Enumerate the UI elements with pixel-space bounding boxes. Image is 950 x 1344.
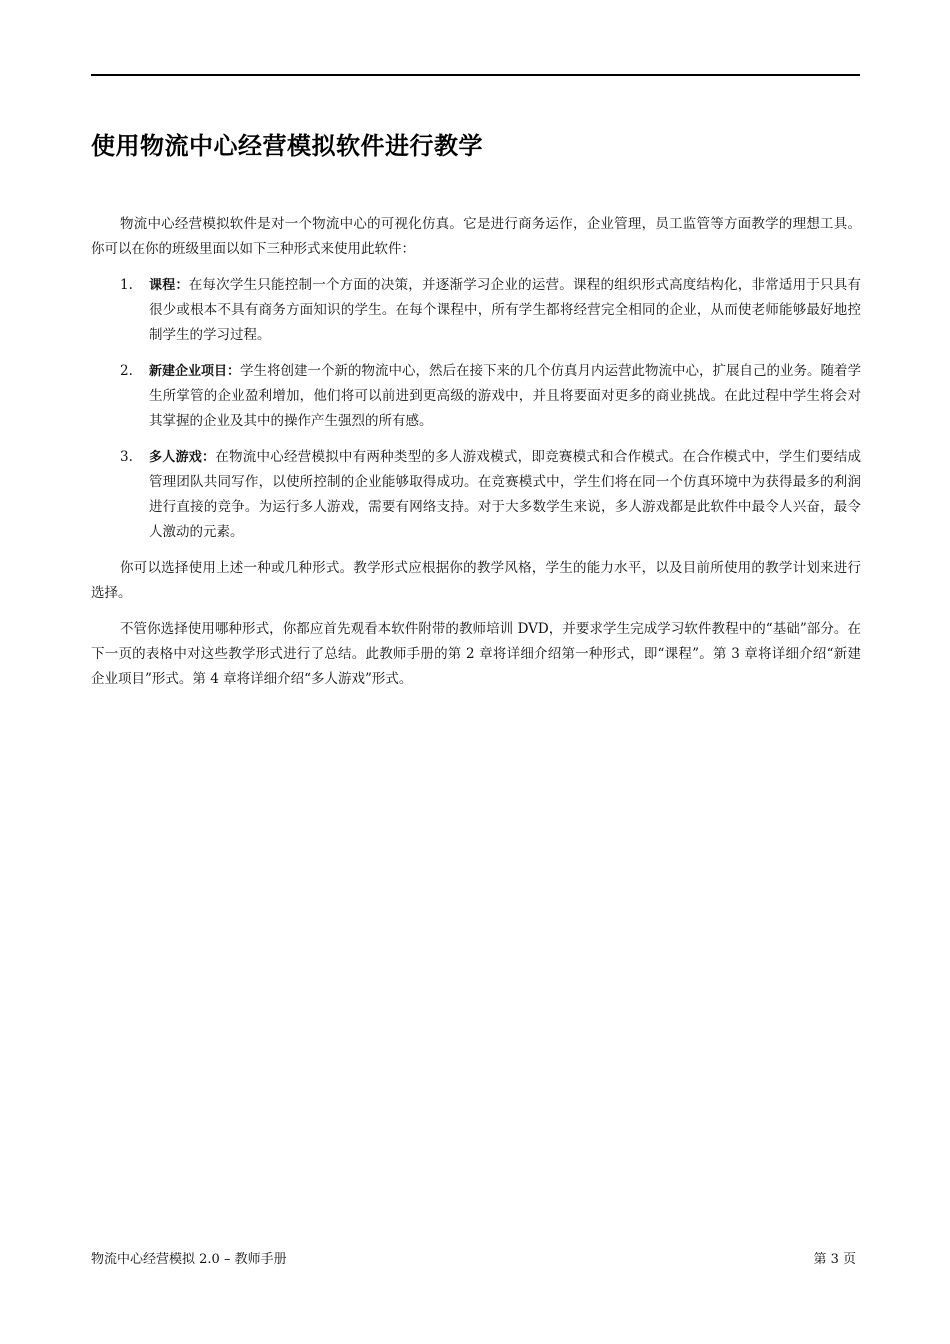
header-rule (91, 74, 860, 76)
list-item-multiplayer (91, 445, 861, 545)
list-item-new-business-project (91, 359, 861, 434)
list-item-term: 课程： (149, 278, 189, 293)
list-item-course (91, 273, 861, 348)
teaching-mode-list (91, 273, 861, 545)
intro-paragraph: 物流中心经营模拟软件是对一个物流中心的可视化仿真。它是进行商务运作，企业管理，员工监管等方面教学的理想工具。你可以在你的班级里面以如下三种形式来使用此软件： (91, 216, 861, 257)
list-item-number: 1. (120, 277, 133, 293)
list-item-term: 新建企业项目： (149, 364, 241, 379)
list-item-description: 在物流中心经营模拟中有两种类型的多人游戏模式，即竞赛模式和合作模式。在合作模式中，学生们要结成管理团队共同写作，以使所控制的企业能够取得成功。在竞赛模式中，学生们将在同一个仿真环境中为获得最多的利润进行直接的竞争。为运行多人游戏，需要有网络支持。对于大多数学生来说，多人游戏都是此软件中最令人兴奋，最令人激动的元素。 (149, 449, 861, 540)
list-item-description: 学生将创建一个新的物流中心，然后在接下来的几个仿真月内运营此物流中心，扩展自己的业务。随着学生所掌管的企业盈利增加，他们将可以前进到更高级的游戏中，并且将要面对更多的商业挑战。在此过程中学生将会对其掌握的企业及其中的操作产生强烈的所有感。 (149, 363, 862, 429)
list-item-description: 在每次学生只能控制一个方面的决策，并逐渐学习企业的运营。课程的组织形式高度结构化，非常适用于只具有很少或根本不具有商务方面知识的学生。在每个课程中，所有学生都将经营完全相同的企业，从而使老师能够最好地控制学生的学习过程。 (149, 277, 861, 343)
list-item-term: 多人游戏： (149, 450, 216, 465)
list-item-number: 3. (120, 449, 133, 465)
footer-manual-title: 物流中心经营模拟 2.0 – 教师手册 (91, 1252, 287, 1267)
document-body (91, 212, 861, 703)
closing-paragraph: 不管你选择使用哪种形式，你都应首先观看本软件附带的教师培训 DVD，并要求学生完成学习软件教程中的“基础”部分。在下一页的表格中对这些教学形式进行了总结。此教师手册的第 2 章将详细介绍第一种形式，即“课程”。第 3 章将详细介绍“新建企业项目”形式。第 4 章将详细介绍“多人游戏”形式。 (91, 621, 861, 687)
footer-page-number: 第 3 页 (813, 1252, 856, 1267)
choice-paragraph: 你可以选择使用上述一种或几种形式。教学形式应根据你的教学风格，学生的能力水平，以及目前所使用的教学计划来进行选择。 (91, 560, 861, 601)
page-title: 使用物流中心经营模拟软件进行教学 (91, 132, 483, 160)
list-item-number: 2. (120, 363, 133, 379)
